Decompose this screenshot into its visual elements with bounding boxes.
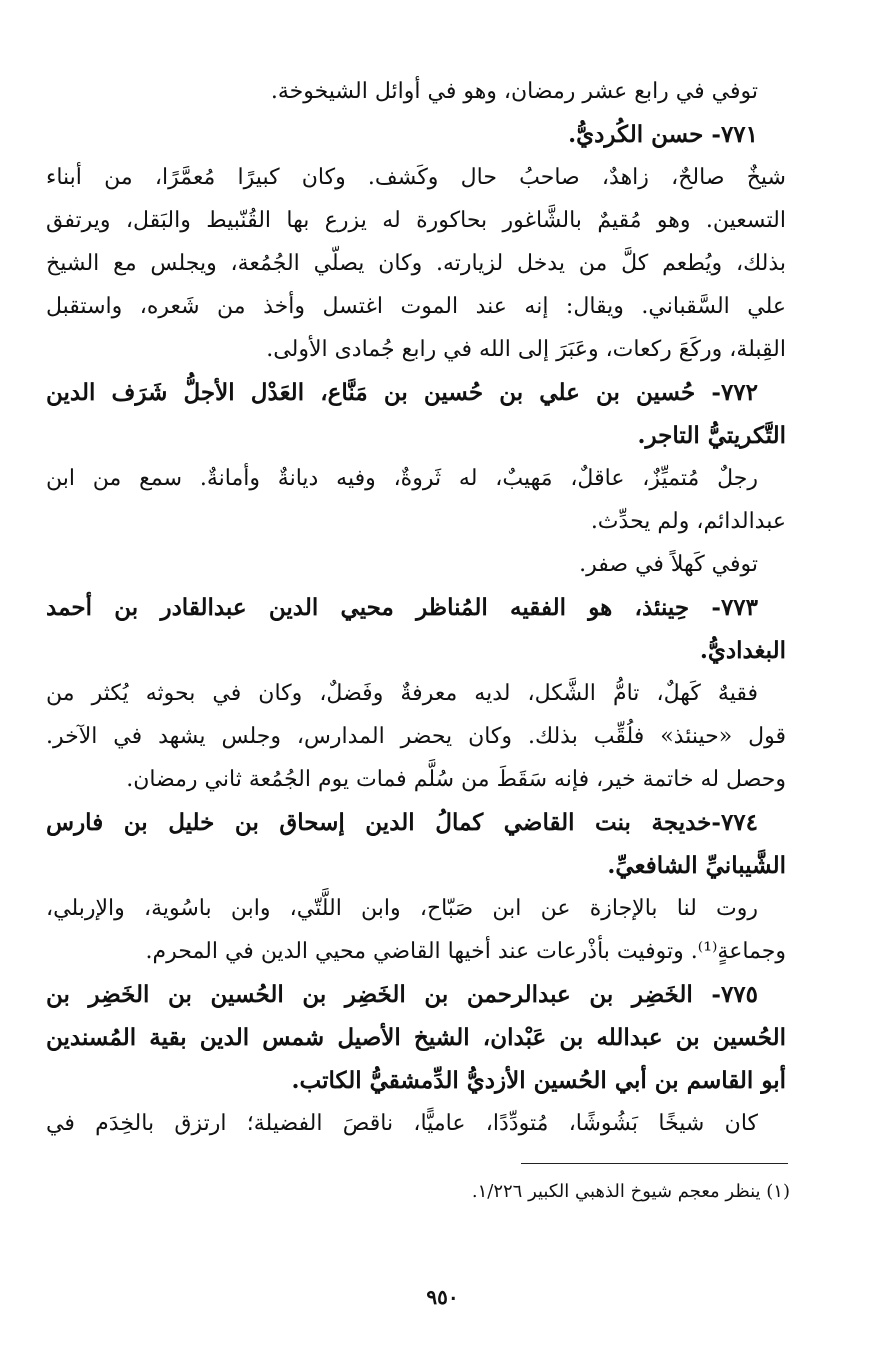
text-line: روت لنا بالإجازة عن ابن صَبّاح، وابن اللَّتّي، وابن باسُوية، والإربلي، (46, 896, 758, 921)
text-line: توفي كَهلاً في صفر. (579, 552, 758, 577)
text-line: توفي في رابع عشر رمضان، وهو في أوائل الشيخوخة. (270, 79, 758, 104)
text-line: شيخٌ صالحٌ، زاهدٌ، صاحبُ حال وكَشف. وكان كبيرًا مُعمَّرًا، من أبناء (46, 165, 786, 190)
text-line: فقيهٌ كَهلٌ، تامُّ الشَّكل، لديه معرفةٌ وفَضلٌ، وكان في بحوثه يُكثر من (46, 681, 758, 706)
text-line: علي السَّقباني. ويقال: إنه عند الموت اغتسل وأخذ من شَعره، واستقبل (46, 294, 786, 319)
text-line: وحصل له خاتمة خير، فإنه سَقَطَ من سُلَّم فمات يوم الجُمُعة ثاني رمضان. (126, 767, 786, 792)
entry-heading-line: ٧٧١- حسن الكُرديُّ. (568, 121, 758, 148)
entry-heading-line: ٧٧٢- حُسين بن علي بن حُسين بن مَنَّاع، العَدْل الأجلُّ شَرَف الدين (46, 379, 758, 406)
text-line: رجلٌ مُتميِّزٌ، عاقلٌ، مَهيبٌ، له ثَروةٌ، وفيه ديانةٌ وأمانةٌ. سمع من ابن (46, 466, 758, 491)
footnote-divider (521, 1163, 788, 1164)
entry-heading-line: ٧٧٥- الخَضِر بن عبدالرحمن بن الخَضِر بن الحُسين بن الخَضِر بن (46, 981, 758, 1008)
footnote (472, 1178, 790, 1206)
footnote-marker: (١) (766, 1181, 790, 1202)
text-line: بذلك، ويُطعم كلَّ من يدخل لزيارته. وكان يصلّي الجُمُعة، ويجلس مع الشيخ (46, 251, 786, 276)
page-number: ٩٥٠ (426, 1285, 459, 1309)
footnote-text: ينظر معجم شيوخ الذهبي الكبير ١/٢٢٦. (471, 1181, 761, 1202)
text-line: وجماعةٍ⁽¹⁾. وتوفيت بأذْرعات عند أخيها القاضي محيي الدين في المحرم. (145, 939, 786, 964)
entry-heading-line: ٧٧٤-خديجة بنت القاضي كمالُ الدين إسحاق بن خليل بن فارس (46, 809, 758, 836)
text-line: عبدالدائم، ولم يحدِّث. (590, 509, 786, 534)
text-line: قول «حينئذ» فلُقِّب بذلك. وكان يحضر المدارس، وجلس يشهد في الآخر. (46, 724, 786, 749)
text-line: التسعين. وهو مُقيمٌ بالشَّاغور بحاكورة له يزرع بها القُنّبيط والبَقل، ويرتفق (46, 208, 786, 233)
entry-heading-line: أبو القاسم بن أبي الحُسين الأزديُّ الدِّمشقيُّ الكاتب. (291, 1067, 786, 1094)
entry-heading-line: ٧٧٣- حِينئذ، هو الفقيه المُناظر محيي الدين عبدالقادر بن أحمد (46, 594, 758, 621)
main-text (46, 70, 786, 1145)
entry-heading-line: الحُسين بن عبدالله بن عَبْدان، الشيخ الأصيل شمس الدين بقية المُسندين (46, 1024, 786, 1051)
entry-heading-line: البغداديُّ. (699, 637, 786, 664)
entry-heading-line: التَّكريتيُّ التاجر. (637, 422, 786, 449)
text-line: كان شيخًا بَشُوشًا، مُتودِّدًا، عاميًّا، ناقصَ الفضيلة؛ ارتزق بالخِدَم في (46, 1111, 758, 1136)
entry-heading-line: الشَّيبانيِّ الشافعيِّ. (607, 852, 786, 879)
text-line: القِبلة، وركَعَ ركعات، وعَبَرَ إلى الله في رابع جُمادى الأولى. (266, 337, 786, 362)
